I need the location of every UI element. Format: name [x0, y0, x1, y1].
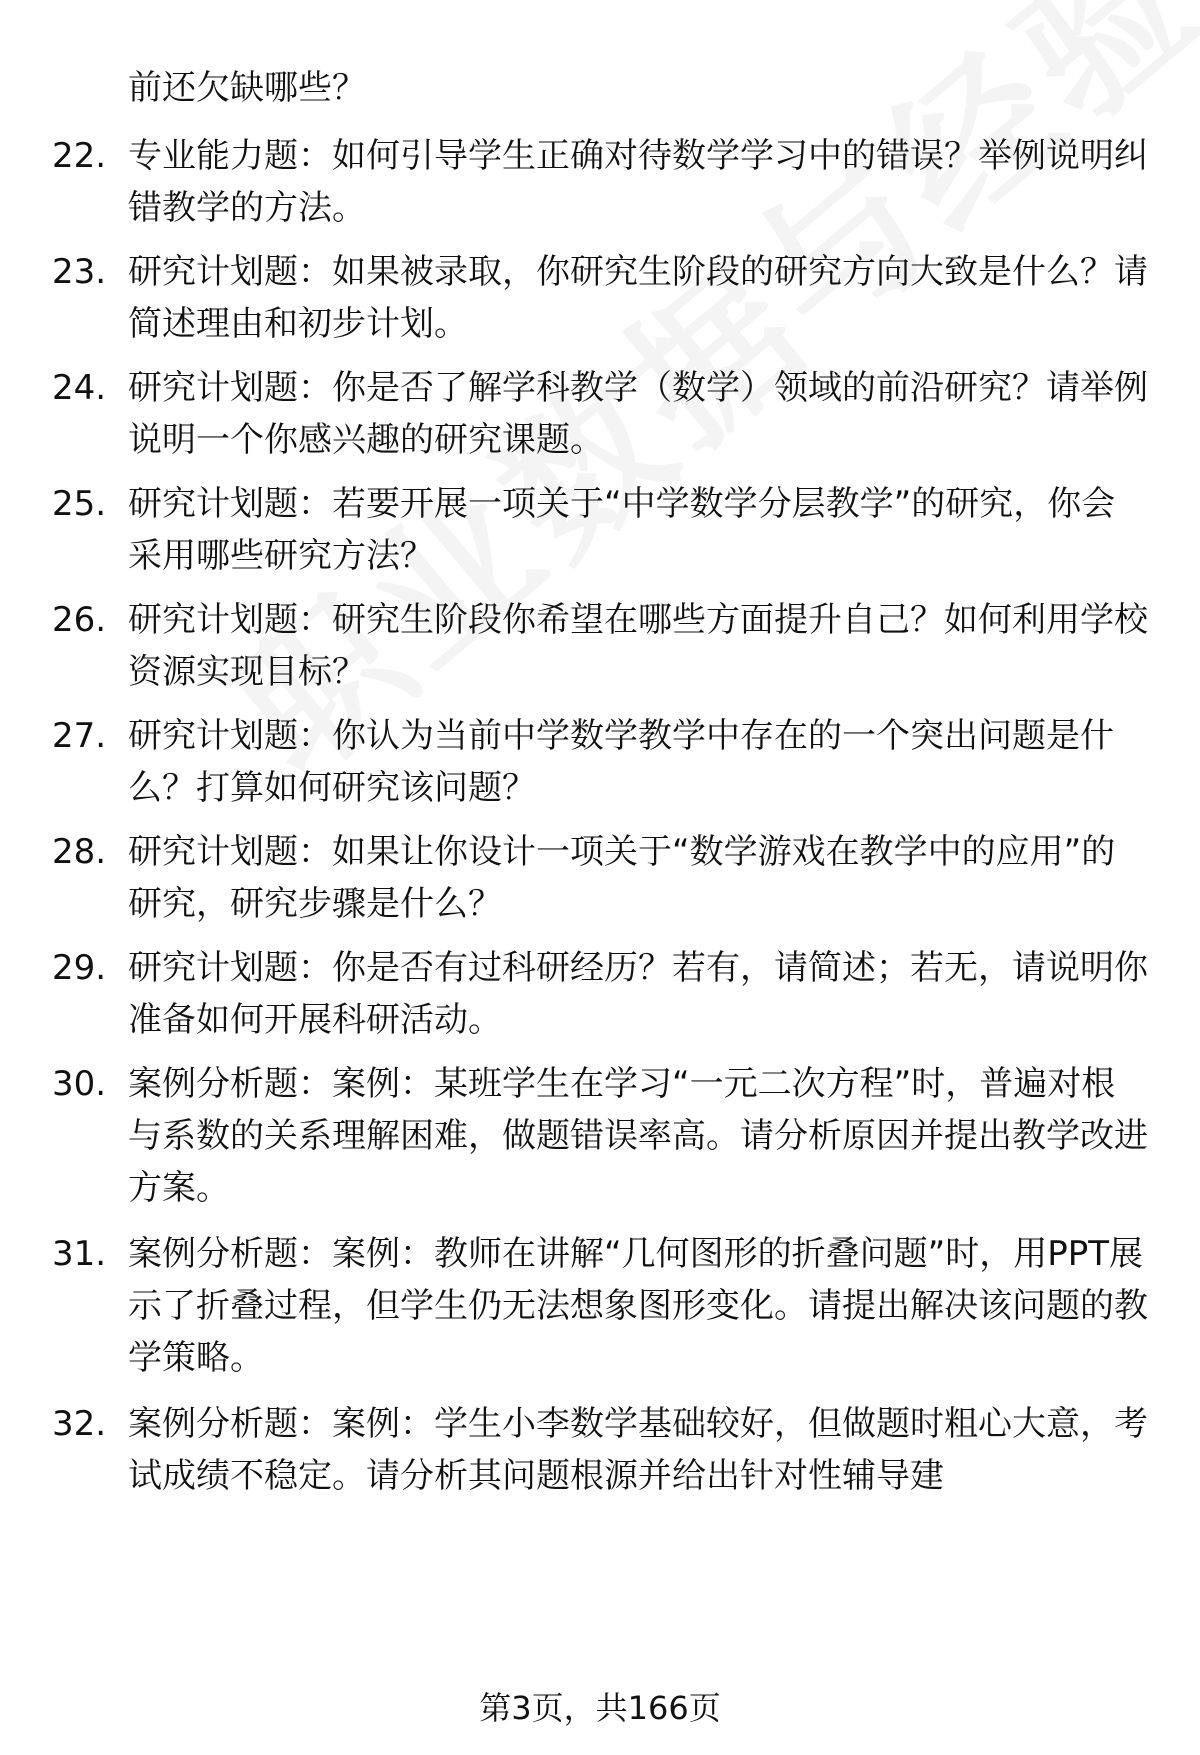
question-text: 研究计划题：若要开展一项关于“中学数学分层教学”的研究，你会采用哪些研究方法？	[128, 484, 1116, 576]
question-number: 27.	[52, 716, 107, 756]
question-text: 研究计划题：如果让你设计一项关于“数学游戏在教学中的应用”的研究，研究步骤是什么？	[128, 832, 1116, 924]
question-text: 研究计划题：你是否有过科研经历？若有，请简述；若无，请说明你准备如何开展科研活动。	[128, 948, 1148, 1040]
question-text: 研究计划题：如果被录取，你研究生阶段的研究方向大致是什么？请简述理由和初步计划。	[128, 252, 1148, 344]
question-number: 28.	[52, 832, 107, 872]
question-number: 32.	[52, 1404, 107, 1444]
question-text: 专业能力题：如何引导学生正确对待数学学习中的错误？举例说明纠错教学的方法。	[128, 136, 1148, 228]
question-number: 30.	[52, 1064, 107, 1104]
question-text: 案例分析题：案例：教师在讲解“几何图形的折叠问题”时，用PPT展示了折叠过程，但学生仍无法想象图形变化。请提出解决该问题的教学策略。	[128, 1234, 1148, 1378]
question-number: 26.	[52, 600, 107, 640]
question-number: 25.	[52, 484, 107, 524]
question-number: 31.	[52, 1234, 107, 1274]
question-number: 22.	[52, 136, 107, 176]
page-footer: 第3页，共166页	[479, 1689, 721, 1727]
question-text: 案例分析题：案例：某班学生在学习“一元二次方程”时，普遍对根与系数的关系理解困难，做题错误率高。请分析原因并提出教学改进方案。	[128, 1064, 1148, 1208]
question-text: 研究计划题：你是否了解学科教学（数学）领域的前沿研究？请举例说明一个你感兴趣的研究课题。	[128, 368, 1148, 460]
question-text: 研究计划题：你认为当前中学数学教学中存在的一个突出问题是什么？打算如何研究该问题？	[128, 716, 1114, 808]
question-number: 29.	[52, 948, 107, 988]
question-text: 案例分析题：案例：学生小李数学基础较好，但做题时粗心大意，考试成绩不稳定。请分析其问题根源并给出针对性辅导建	[128, 1404, 1148, 1496]
question-number: 23.	[52, 252, 107, 292]
continuation-text: 前还欠缺哪些？	[128, 68, 366, 108]
question-text: 研究计划题：研究生阶段你希望在哪些方面提升自己？如何利用学校资源实现目标？	[128, 600, 1148, 692]
question-number: 24.	[52, 368, 107, 408]
